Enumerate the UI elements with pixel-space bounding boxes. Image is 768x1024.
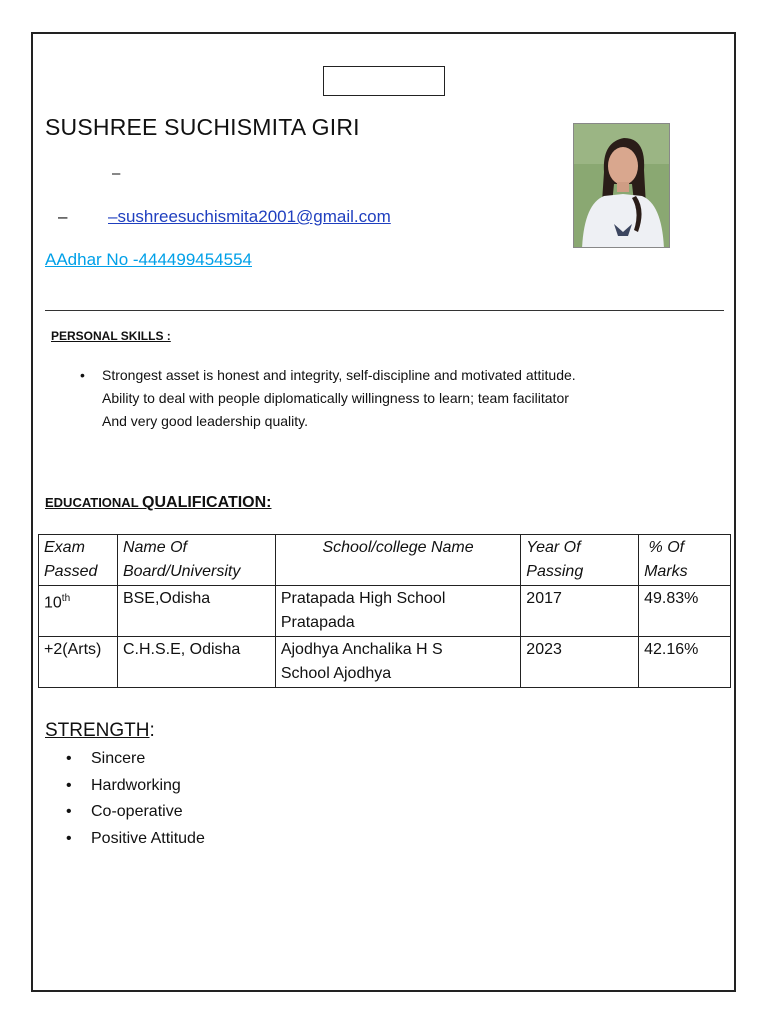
table-header-row xyxy=(39,535,731,586)
education-title-big: QUALIFICATION: xyxy=(142,494,272,511)
strength-title-text: STRENGTH xyxy=(45,720,150,741)
table-row xyxy=(39,637,731,688)
email-dash: – xyxy=(58,207,68,226)
education-table xyxy=(38,534,731,688)
strength-list xyxy=(66,746,205,852)
aadhar-link[interactable]: AAdhar No -444499454554 xyxy=(45,250,252,269)
dash-line: – xyxy=(112,165,121,182)
skill-line-1: Strongest asset is honest and integrity, self-discipline and motivated attitude. xyxy=(102,367,576,383)
skill-line-3: And very good leadership quality. xyxy=(102,413,308,429)
cell-marks: 49.83% xyxy=(639,586,731,637)
email-row xyxy=(58,207,391,227)
bullet-icon: • xyxy=(66,803,72,820)
strength-item: Hardworking xyxy=(91,776,181,794)
cell-exam: +2(Arts) xyxy=(39,637,118,688)
header-school: School/college Name xyxy=(275,535,520,586)
skill-line-2: Ability to deal with people diplomatically willingness to learn; team facilitator xyxy=(102,390,569,406)
bullet-icon: • xyxy=(80,367,85,383)
bullet-icon: • xyxy=(66,776,72,794)
strength-item: Co-operative xyxy=(91,803,183,820)
bullet-icon: • xyxy=(66,750,72,767)
education-title-small: EDUCATIONAL xyxy=(45,495,143,510)
header-marks: % Of Marks xyxy=(639,535,731,586)
list-item xyxy=(66,826,205,853)
strength-item: Positive Attitude xyxy=(91,829,205,847)
cell-year: 2023 xyxy=(521,637,639,688)
table-row xyxy=(39,586,731,637)
cell-marks: 42.16% xyxy=(639,637,731,688)
header-exam: Exam Passed xyxy=(39,535,118,586)
list-item xyxy=(66,746,205,773)
personal-skills-title: PERSONAL SKILLS : xyxy=(51,329,171,343)
personal-skill-item xyxy=(80,364,680,433)
profile-photo xyxy=(573,123,670,248)
strength-title-colon: : xyxy=(149,720,155,741)
cell-board: C.H.S.E, Odisha xyxy=(117,637,275,688)
strength-title xyxy=(45,720,155,742)
email-link[interactable]: –sushreesuchismita2001@gmail.com xyxy=(108,207,391,226)
education-title xyxy=(45,494,272,512)
cell-school: Pratapada High School Pratapada xyxy=(275,586,520,637)
personal-skills-list xyxy=(80,364,680,433)
list-item xyxy=(66,799,205,826)
cell-school: Ajodhya Anchalika H S School Ajodhya xyxy=(275,637,520,688)
candidate-name: SUSHREE SUCHISMITA GIRI xyxy=(45,114,360,140)
bullet-icon: • xyxy=(66,829,72,847)
cell-year: 2017 xyxy=(521,586,639,637)
cell-board: BSE,Odisha xyxy=(117,586,275,637)
header-divider xyxy=(45,310,724,311)
cell-exam: 10th xyxy=(39,586,118,637)
header-year: Year Of Passing xyxy=(521,535,639,586)
strength-item: Sincere xyxy=(91,750,146,767)
header-board: Name Of Board/University xyxy=(117,535,275,586)
header-box xyxy=(323,66,445,96)
list-item xyxy=(66,773,205,800)
